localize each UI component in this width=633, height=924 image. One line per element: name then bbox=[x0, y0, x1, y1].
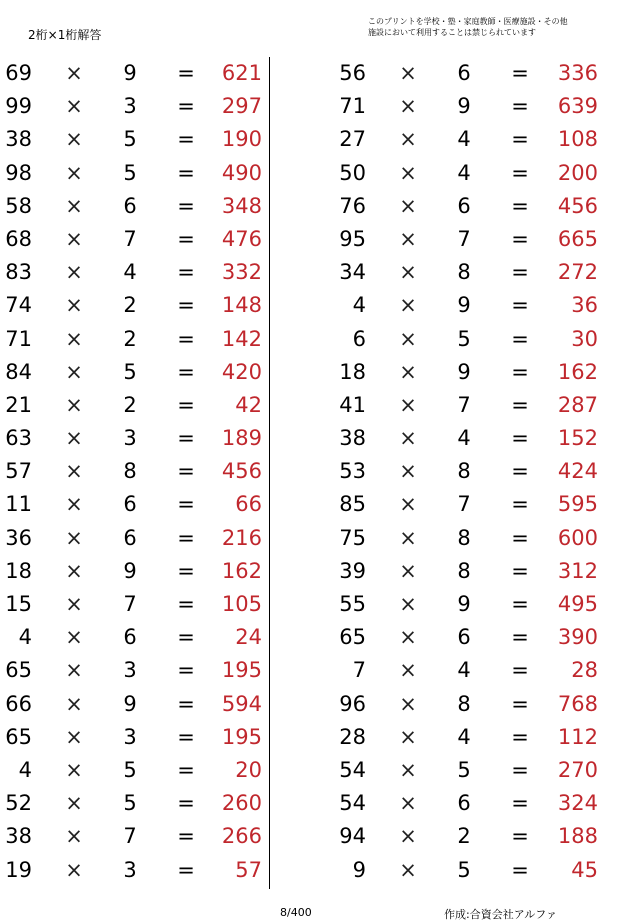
equals-sign: = bbox=[177, 658, 195, 683]
operand-a: 83 bbox=[5, 260, 32, 285]
answer: 112 bbox=[557, 724, 598, 749]
equals-sign: = bbox=[177, 625, 195, 650]
answer: 36 bbox=[571, 293, 598, 318]
page-number: 8/400 bbox=[280, 906, 312, 919]
times-sign: × bbox=[65, 724, 83, 749]
operand-b: 4 bbox=[457, 658, 471, 683]
times-sign: × bbox=[399, 724, 417, 749]
answer: 28 bbox=[571, 658, 598, 683]
times-sign: × bbox=[399, 426, 417, 451]
operand-a: 7 bbox=[352, 658, 366, 683]
equals-sign: = bbox=[511, 525, 529, 550]
answer: 490 bbox=[221, 160, 262, 185]
times-sign: × bbox=[65, 691, 83, 716]
operand-a: 18 bbox=[5, 558, 32, 583]
answer: 30 bbox=[571, 326, 598, 351]
answer: 189 bbox=[221, 426, 262, 451]
operand-a: 66 bbox=[5, 691, 32, 716]
operand-a: 21 bbox=[5, 392, 32, 417]
operand-a: 98 bbox=[5, 160, 32, 185]
answer: 595 bbox=[557, 492, 598, 517]
equals-sign: = bbox=[511, 492, 529, 517]
times-sign: × bbox=[65, 359, 83, 384]
equals-sign: = bbox=[177, 359, 195, 384]
operand-a: 68 bbox=[5, 226, 32, 251]
times-sign: × bbox=[399, 193, 417, 218]
times-sign: × bbox=[65, 193, 83, 218]
operand-a: 75 bbox=[339, 525, 366, 550]
answer: 594 bbox=[221, 691, 262, 716]
answer: 456 bbox=[221, 459, 262, 484]
operand-a: 4 bbox=[18, 625, 32, 650]
equals-sign: = bbox=[511, 691, 529, 716]
times-sign: × bbox=[65, 592, 83, 616]
operand-a: 76 bbox=[339, 193, 366, 218]
equals-sign: = bbox=[511, 193, 529, 218]
equals-sign: = bbox=[511, 260, 529, 285]
operand-b: 6 bbox=[123, 625, 137, 650]
equals-sign: = bbox=[511, 94, 529, 119]
operand-b: 9 bbox=[123, 558, 137, 583]
times-sign: × bbox=[65, 127, 83, 152]
equals-sign: = bbox=[177, 260, 195, 285]
equals-sign: = bbox=[177, 558, 195, 583]
times-sign: × bbox=[399, 658, 417, 683]
equals-sign: = bbox=[511, 326, 529, 351]
operand-a: 11 bbox=[5, 492, 32, 517]
operand-a: 19 bbox=[5, 857, 32, 882]
operand-b: 9 bbox=[123, 61, 137, 85]
times-sign: × bbox=[399, 824, 417, 849]
times-sign: × bbox=[399, 857, 417, 882]
times-sign: × bbox=[65, 426, 83, 451]
equals-sign: = bbox=[177, 61, 195, 85]
operand-a: 65 bbox=[5, 658, 32, 683]
answer: 424 bbox=[557, 459, 598, 484]
answer: 162 bbox=[557, 359, 598, 384]
equals-sign: = bbox=[511, 392, 529, 417]
operand-a: 38 bbox=[5, 127, 32, 152]
author-credit: 作成:合資会社アルファ bbox=[444, 908, 558, 921]
times-sign: × bbox=[65, 492, 83, 517]
times-sign: × bbox=[399, 392, 417, 417]
operand-b: 3 bbox=[123, 724, 137, 749]
times-sign: × bbox=[399, 525, 417, 550]
times-sign: × bbox=[399, 61, 417, 85]
answer: 420 bbox=[221, 359, 262, 384]
operand-b: 4 bbox=[457, 426, 471, 451]
equals-sign: = bbox=[177, 293, 195, 318]
answer: 639 bbox=[557, 94, 598, 119]
operand-b: 5 bbox=[123, 791, 137, 816]
operand-a: 50 bbox=[339, 160, 366, 185]
equals-sign: = bbox=[177, 525, 195, 550]
answer: 390 bbox=[557, 625, 598, 650]
times-sign: × bbox=[399, 359, 417, 384]
equals-sign: = bbox=[177, 724, 195, 749]
operand-b: 7 bbox=[123, 824, 137, 849]
operand-a: 54 bbox=[339, 757, 366, 782]
operand-a: 58 bbox=[5, 193, 32, 218]
equals-sign: = bbox=[511, 824, 529, 849]
operand-a: 95 bbox=[339, 226, 366, 251]
answer: 42 bbox=[235, 392, 262, 417]
operand-b: 9 bbox=[457, 592, 471, 616]
operand-b: 5 bbox=[457, 326, 471, 351]
times-sign: × bbox=[65, 160, 83, 185]
operand-b: 4 bbox=[457, 160, 471, 185]
operand-a: 39 bbox=[339, 558, 366, 583]
equals-sign: = bbox=[511, 724, 529, 749]
equals-sign: = bbox=[511, 757, 529, 782]
equals-sign: = bbox=[177, 160, 195, 185]
equals-sign: = bbox=[511, 857, 529, 882]
times-sign: × bbox=[65, 625, 83, 650]
operand-b: 2 bbox=[123, 293, 137, 318]
equals-sign: = bbox=[177, 459, 195, 484]
equals-sign: = bbox=[177, 791, 195, 816]
times-sign: × bbox=[399, 127, 417, 152]
operand-b: 5 bbox=[123, 127, 137, 152]
answer: 200 bbox=[557, 160, 598, 185]
answer: 105 bbox=[221, 592, 262, 616]
operand-b: 2 bbox=[123, 326, 137, 351]
operand-a: 85 bbox=[339, 492, 366, 517]
answer: 190 bbox=[221, 127, 262, 152]
times-sign: × bbox=[399, 459, 417, 484]
equals-sign: = bbox=[511, 61, 529, 85]
operand-a: 71 bbox=[339, 94, 366, 119]
equals-sign: = bbox=[177, 127, 195, 152]
equals-sign: = bbox=[511, 459, 529, 484]
operand-b: 3 bbox=[123, 857, 137, 882]
operand-b: 5 bbox=[123, 359, 137, 384]
times-sign: × bbox=[65, 260, 83, 285]
times-sign: × bbox=[399, 226, 417, 251]
operand-b: 8 bbox=[457, 525, 471, 550]
operand-b: 5 bbox=[123, 757, 137, 782]
answer: 768 bbox=[557, 691, 598, 716]
operand-b: 9 bbox=[457, 359, 471, 384]
operand-a: 71 bbox=[5, 326, 32, 351]
operand-b: 2 bbox=[457, 824, 471, 849]
answer: 45 bbox=[571, 857, 598, 882]
times-sign: × bbox=[65, 61, 83, 85]
answer: 600 bbox=[557, 525, 598, 550]
equals-sign: = bbox=[511, 293, 529, 318]
operand-b: 9 bbox=[457, 94, 471, 119]
times-sign: × bbox=[399, 293, 417, 318]
answer: 195 bbox=[221, 658, 262, 683]
operand-a: 34 bbox=[339, 260, 366, 285]
equals-sign: = bbox=[511, 226, 529, 251]
equals-sign: = bbox=[177, 226, 195, 251]
usage-notice bbox=[368, 16, 618, 38]
answer: 665 bbox=[557, 226, 598, 251]
operand-a: 65 bbox=[339, 625, 366, 650]
usage-notice-line: 施設において利用することは禁じられています bbox=[368, 28, 536, 37]
answer: 66 bbox=[235, 492, 262, 517]
operand-a: 28 bbox=[339, 724, 366, 749]
times-sign: × bbox=[65, 791, 83, 816]
operand-b: 8 bbox=[457, 459, 471, 484]
times-sign: × bbox=[399, 558, 417, 583]
operand-b: 6 bbox=[123, 492, 137, 517]
operand-b: 8 bbox=[457, 260, 471, 285]
operand-b: 6 bbox=[123, 525, 137, 550]
equals-sign: = bbox=[511, 127, 529, 152]
answer: 332 bbox=[221, 260, 262, 285]
equals-sign: = bbox=[511, 592, 529, 616]
column-divider bbox=[269, 57, 270, 889]
operand-b: 5 bbox=[457, 757, 471, 782]
times-sign: × bbox=[399, 326, 417, 351]
operand-a: 41 bbox=[339, 392, 366, 417]
times-sign: × bbox=[65, 459, 83, 484]
operand-b: 5 bbox=[123, 160, 137, 185]
equals-sign: = bbox=[177, 757, 195, 782]
operand-a: 52 bbox=[5, 791, 32, 816]
answer: 287 bbox=[557, 392, 598, 417]
equals-sign: = bbox=[511, 558, 529, 583]
operand-a: 56 bbox=[339, 61, 366, 85]
operand-a: 15 bbox=[5, 592, 32, 616]
times-sign: × bbox=[399, 94, 417, 119]
answer: 270 bbox=[557, 757, 598, 782]
equals-sign: = bbox=[177, 392, 195, 417]
equals-sign: = bbox=[177, 691, 195, 716]
equals-sign: = bbox=[511, 426, 529, 451]
operand-a: 6 bbox=[352, 326, 366, 351]
operand-a: 94 bbox=[339, 824, 366, 849]
times-sign: × bbox=[399, 757, 417, 782]
operand-b: 7 bbox=[457, 492, 471, 517]
answer: 621 bbox=[221, 61, 262, 85]
times-sign: × bbox=[399, 260, 417, 285]
answer: 324 bbox=[557, 791, 598, 816]
usage-notice-line: このプリントを学校・塾・家庭教師・医療施設・その他 bbox=[368, 17, 568, 26]
operand-b: 4 bbox=[123, 260, 137, 285]
operand-a: 63 bbox=[5, 426, 32, 451]
answer: 260 bbox=[221, 791, 262, 816]
equals-sign: = bbox=[177, 824, 195, 849]
equals-sign: = bbox=[177, 426, 195, 451]
equals-sign: = bbox=[177, 94, 195, 119]
equals-sign: = bbox=[511, 625, 529, 650]
operand-b: 8 bbox=[457, 558, 471, 583]
operand-b: 4 bbox=[457, 127, 471, 152]
answer: 148 bbox=[221, 293, 262, 318]
answer: 272 bbox=[557, 260, 598, 285]
equals-sign: = bbox=[511, 658, 529, 683]
answer: 456 bbox=[557, 193, 598, 218]
answer: 476 bbox=[221, 226, 262, 251]
equals-sign: = bbox=[177, 326, 195, 351]
equals-sign: = bbox=[511, 791, 529, 816]
operand-a: 36 bbox=[5, 525, 32, 550]
answer: 195 bbox=[221, 724, 262, 749]
operand-a: 69 bbox=[5, 61, 32, 85]
equals-sign: = bbox=[177, 193, 195, 218]
times-sign: × bbox=[65, 392, 83, 417]
operand-a: 55 bbox=[339, 592, 366, 616]
times-sign: × bbox=[399, 791, 417, 816]
operand-b: 9 bbox=[457, 293, 471, 318]
operand-a: 74 bbox=[5, 293, 32, 318]
answer: 152 bbox=[557, 426, 598, 451]
operand-b: 6 bbox=[457, 61, 471, 85]
operand-b: 5 bbox=[457, 857, 471, 882]
operand-b: 3 bbox=[123, 658, 137, 683]
operand-b: 6 bbox=[457, 193, 471, 218]
times-sign: × bbox=[399, 691, 417, 716]
operand-a: 38 bbox=[5, 824, 32, 849]
answer: 297 bbox=[221, 94, 262, 119]
operand-b: 6 bbox=[457, 625, 471, 650]
answer: 216 bbox=[221, 525, 262, 550]
operand-a: 54 bbox=[339, 791, 366, 816]
times-sign: × bbox=[65, 757, 83, 782]
equals-sign: = bbox=[177, 592, 195, 616]
operand-a: 9 bbox=[352, 857, 366, 882]
equals-sign: = bbox=[177, 857, 195, 882]
operand-a: 57 bbox=[5, 459, 32, 484]
operand-b: 8 bbox=[123, 459, 137, 484]
times-sign: × bbox=[65, 857, 83, 882]
operand-b: 6 bbox=[457, 791, 471, 816]
operand-a: 27 bbox=[339, 127, 366, 152]
operand-b: 7 bbox=[123, 226, 137, 251]
times-sign: × bbox=[65, 226, 83, 251]
operand-a: 65 bbox=[5, 724, 32, 749]
times-sign: × bbox=[399, 492, 417, 517]
times-sign: × bbox=[399, 592, 417, 616]
times-sign: × bbox=[65, 326, 83, 351]
operand-b: 9 bbox=[123, 691, 137, 716]
operand-a: 84 bbox=[5, 359, 32, 384]
answer: 24 bbox=[235, 625, 262, 650]
times-sign: × bbox=[399, 625, 417, 650]
operand-b: 3 bbox=[123, 94, 137, 119]
operand-b: 2 bbox=[123, 392, 137, 417]
equals-sign: = bbox=[177, 492, 195, 517]
operand-a: 4 bbox=[18, 757, 32, 782]
times-sign: × bbox=[399, 160, 417, 185]
answer: 142 bbox=[221, 326, 262, 351]
operand-b: 8 bbox=[457, 691, 471, 716]
times-sign: × bbox=[65, 525, 83, 550]
operand-b: 4 bbox=[457, 724, 471, 749]
answer: 312 bbox=[557, 558, 598, 583]
operand-a: 99 bbox=[5, 94, 32, 119]
operand-a: 96 bbox=[339, 691, 366, 716]
operand-b: 6 bbox=[123, 193, 137, 218]
times-sign: × bbox=[65, 658, 83, 683]
answer: 266 bbox=[221, 824, 262, 849]
answer: 20 bbox=[235, 757, 262, 782]
page-title: 2桁×1桁解答 bbox=[28, 28, 102, 42]
operand-a: 4 bbox=[352, 293, 366, 318]
operand-b: 7 bbox=[457, 226, 471, 251]
answer: 348 bbox=[221, 193, 262, 218]
times-sign: × bbox=[65, 293, 83, 318]
times-sign: × bbox=[65, 558, 83, 583]
answer: 495 bbox=[557, 592, 598, 616]
operand-b: 3 bbox=[123, 426, 137, 451]
answer: 162 bbox=[221, 558, 262, 583]
equals-sign: = bbox=[511, 359, 529, 384]
operand-a: 53 bbox=[339, 459, 366, 484]
answer: 336 bbox=[557, 61, 598, 85]
answer: 188 bbox=[557, 824, 598, 849]
operand-b: 7 bbox=[457, 392, 471, 417]
answer: 108 bbox=[557, 127, 598, 152]
answer: 57 bbox=[235, 857, 262, 882]
times-sign: × bbox=[65, 824, 83, 849]
equals-sign: = bbox=[511, 160, 529, 185]
operand-b: 7 bbox=[123, 592, 137, 616]
operand-a: 18 bbox=[339, 359, 366, 384]
times-sign: × bbox=[65, 94, 83, 119]
operand-a: 38 bbox=[339, 426, 366, 451]
